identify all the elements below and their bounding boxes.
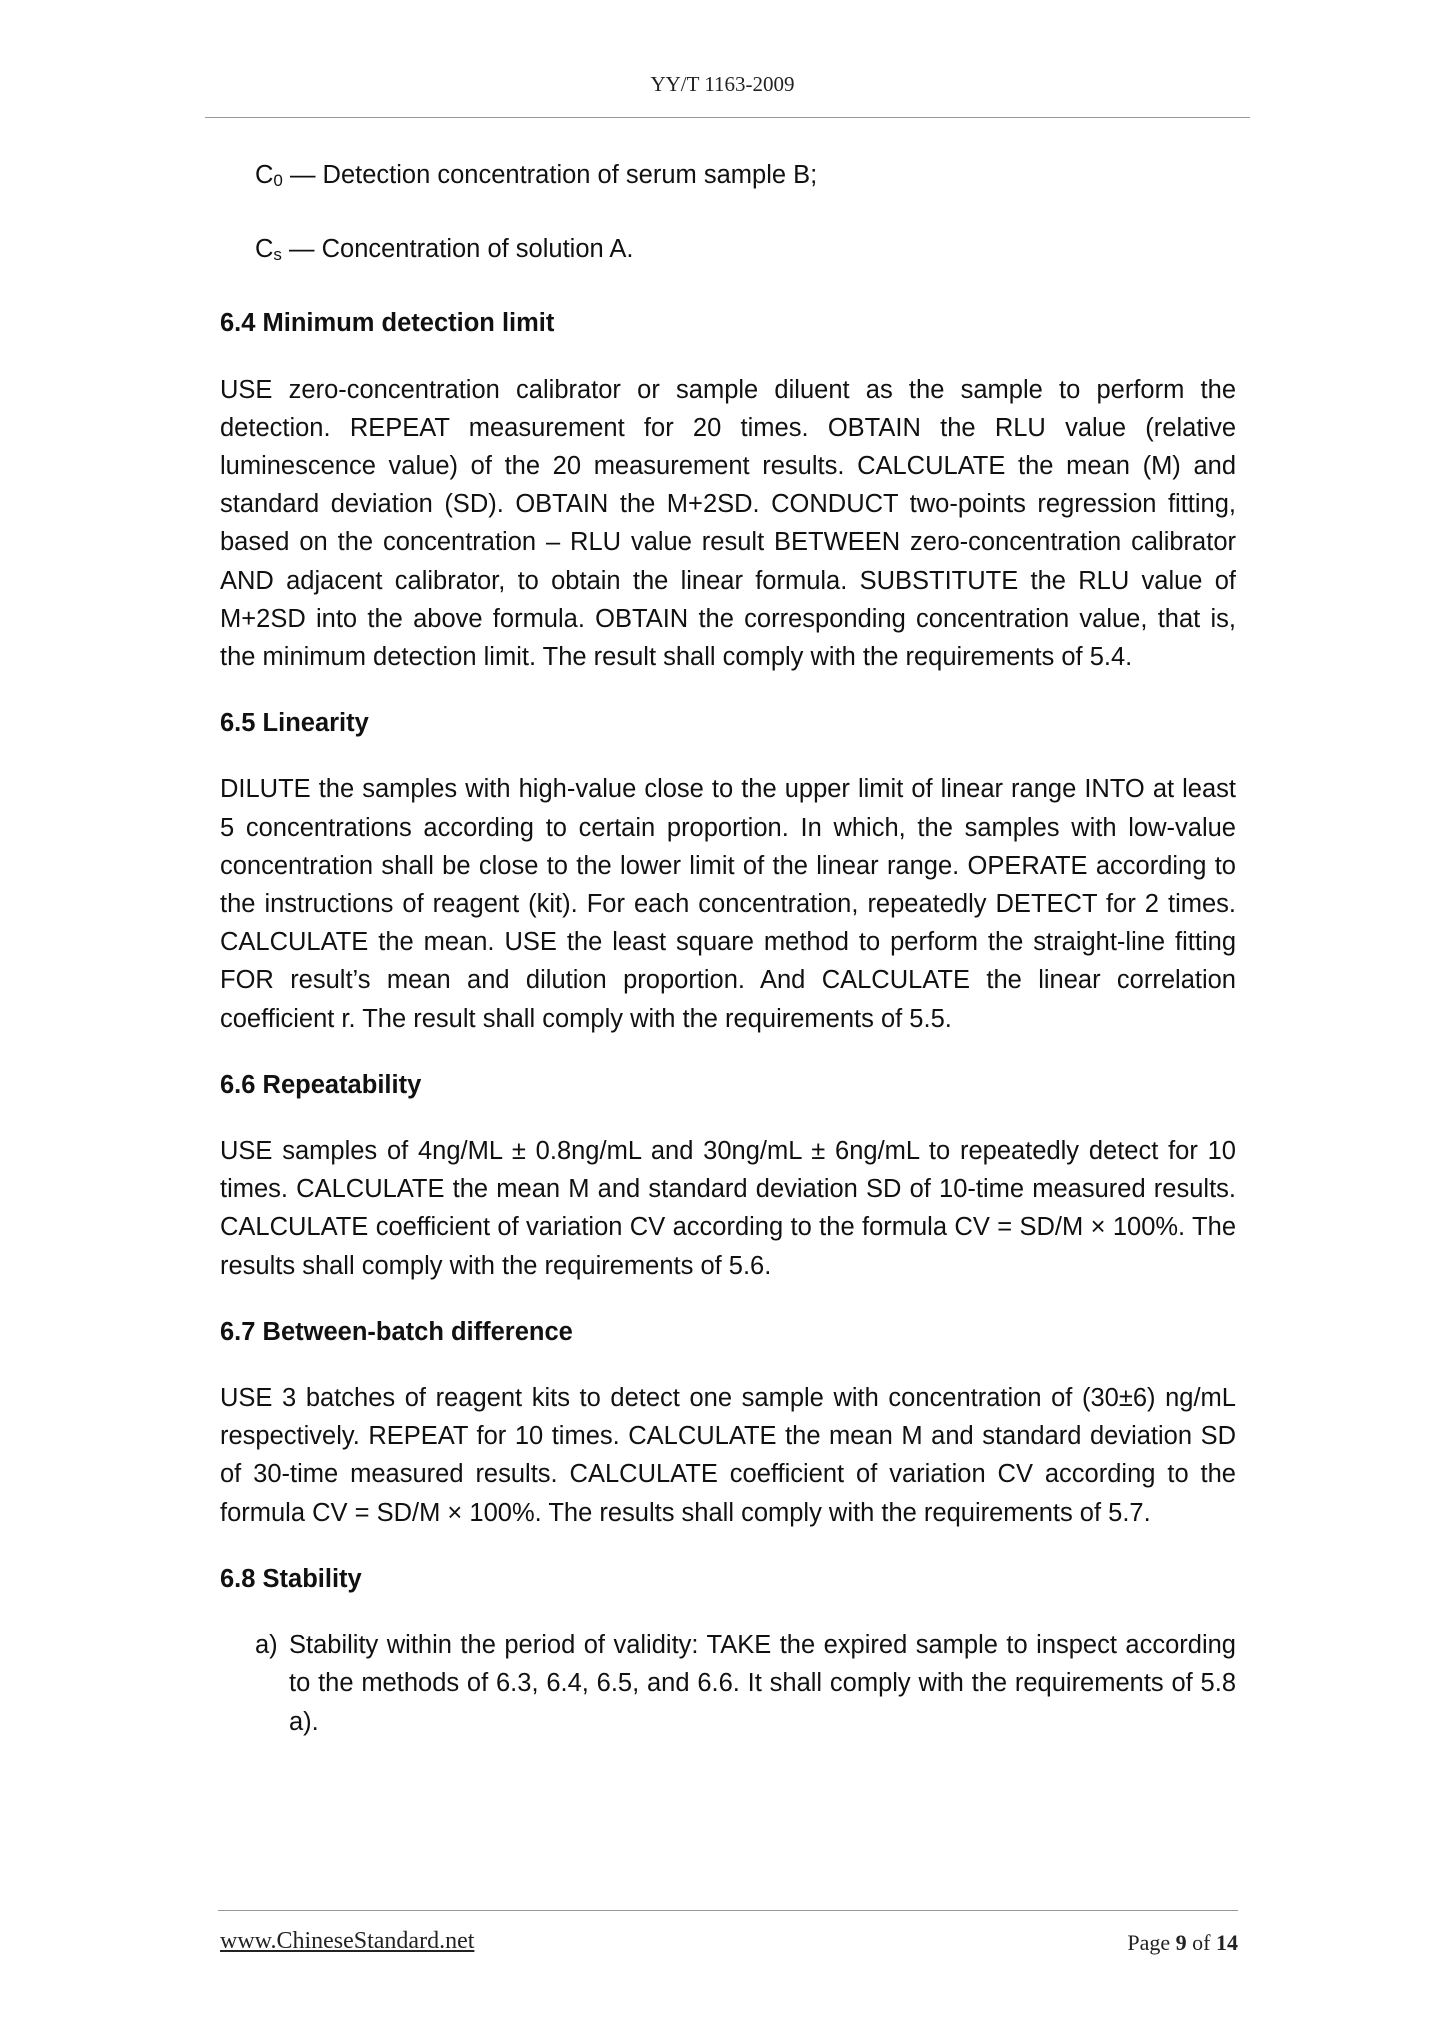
header-divider <box>205 117 1250 118</box>
section-heading-6-5: 6.5 Linearity <box>220 709 369 738</box>
page-total: 14 <box>1216 1930 1238 1955</box>
definition-cs-text: — Concentration of solution A. <box>281 235 634 264</box>
section-body-6-4: USE zero-concentration calibrator or sample diluent as the sample to perform the detection. REPEAT measurement for 20 times. OBTAIN the RLU value (relative luminescence value) of the 20 measurement results. CALCULATE the mean (M) and standard deviation (SD). OBTAIN the M+2SD. CONDUCT two-points regression fitting, based on the concentration – RLU value result BETWEEN zero-concentration calibrator AND adjacent calibrator, to obtain the linear formula. SUBSTITUTE the RLU value of M+2SD into the above formula. OBTAIN the corresponding concentration value, that is, the minimum detection limit. The result shall comply with the requirements of 5.4. <box>220 375 1236 672</box>
section-heading-6-4: 6.4 Minimum detection limit <box>220 309 555 338</box>
definition-c0-text: — Detection concentration of serum sample B; <box>282 161 818 189</box>
website-link[interactable]: www.ChineseStandard.net <box>220 1928 475 1954</box>
page-of: of <box>1186 1930 1216 1955</box>
page-prefix: Page <box>1127 1930 1176 1955</box>
page-current: 9 <box>1175 1930 1187 1955</box>
symbol-cs: $C_s$ <box>255 235 282 265</box>
page-content <box>220 150 1236 1741</box>
symbol-c0: $C_0$ <box>255 161 283 190</box>
section-heading-6-8: 6.8 Stability <box>220 1564 362 1593</box>
section-body-6-6: USE samples of 4ng/ML ± 0.8ng/mL and 30ng/mL ± 6ng/mL to repeatedly detect for 10 times. CALCULATE the mean M and standard deviation SD of 10-time measured results. CALCULATE coefficient of variation CV according to the formula CV = SD/M × 100%. The results shall comply with the requirements of 5.6. <box>220 1137 1236 1280</box>
footer-divider <box>218 1910 1238 1911</box>
page-header <box>0 72 1445 97</box>
section-heading-6-7: 6.7 Between-batch difference <box>220 1317 573 1346</box>
list-item <box>255 1626 1236 1741</box>
section-heading-6-6: 6.6 Repeatability <box>220 1070 422 1099</box>
list-item-text: Stability within the period of validity: TAKE the expired sample to inspect according to the methods of 6.3, 6.4, 6.5, and 6.6. It shall comply with the requirements of 5.8 a). <box>289 1631 1236 1736</box>
section-body-6-5: DILUTE the samples with high-value close to the upper limit of linear range INTO at least 5 concentrations according to certain proportion. In which, the samples with low-value concentration shall be close to the lower limit of the linear range. OPERATE according to the instructions of reagent (kit). For each concentration, repeatedly DETECT for 2 times. CALCULATE the mean. USE the least square method to perform the straight-line fitting FOR result’s mean and dilution proportion. And CALCULATE the linear correlation coefficient r. The result shall comply with the requirements of 5.5. <box>220 775 1236 1033</box>
definition-cs <box>255 230 1236 274</box>
document-code: YY/T 1163-2009 <box>650 72 795 96</box>
definition-c0 <box>255 156 1236 200</box>
list-marker: a) <box>255 1631 278 1660</box>
section-body-6-7: USE 3 batches of reagent kits to detect one sample with concentration of (30±6) ng/mL respectively. REPEAT for 10 times. CALCULATE the mean M and standard deviation SD of 30-time measured results. CALCULATE coefficient of variation CV according to the formula CV = SD/M × 100%. The results shall comply with the requirements of 5.7. <box>220 1384 1236 1527</box>
page-number <box>1127 1930 1238 1956</box>
